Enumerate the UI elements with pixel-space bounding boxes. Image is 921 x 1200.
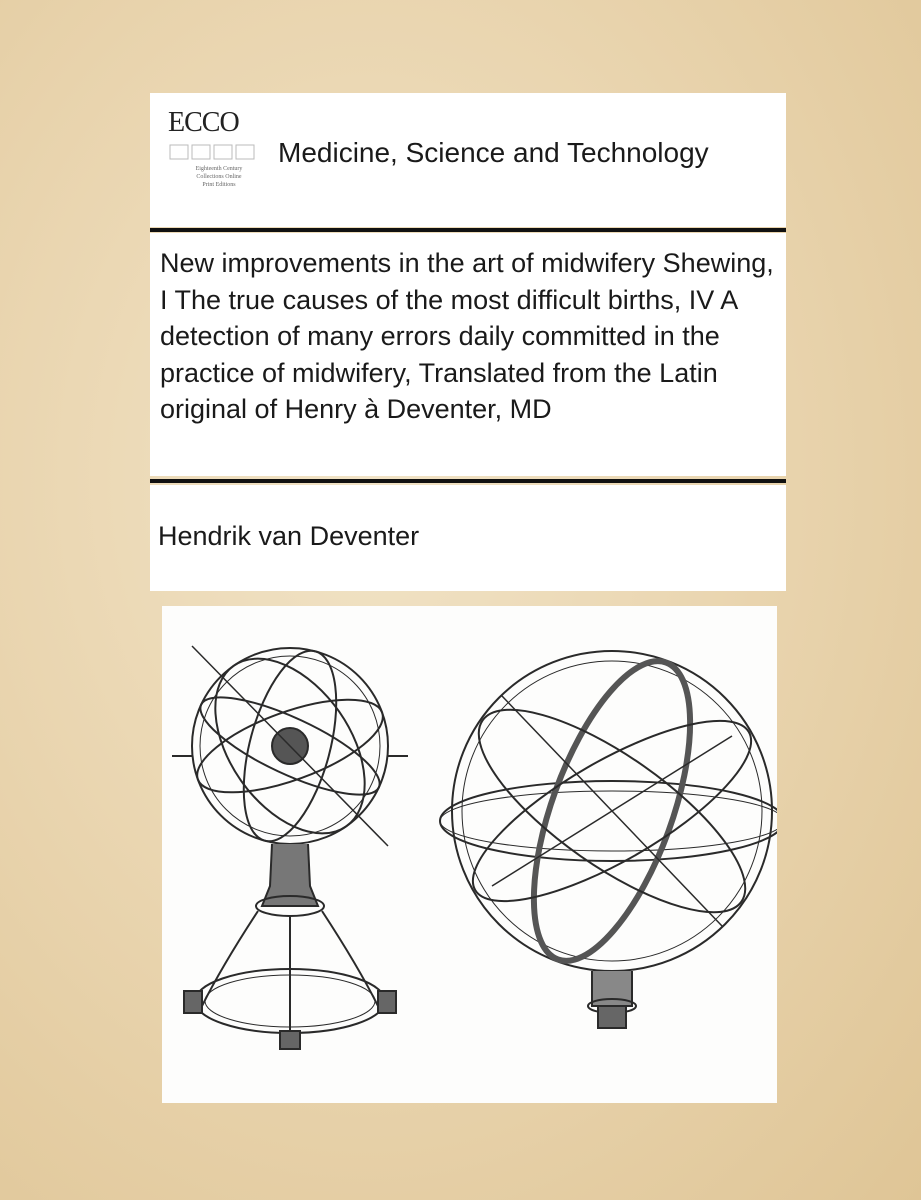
logo-text: ECCO: [168, 107, 239, 138]
illustration-panel: [162, 606, 777, 1103]
logo-subtitle-line: Print Editions: [202, 182, 236, 188]
title-panel: [150, 233, 786, 476]
right-armillary-sphere: [440, 642, 777, 1028]
logo-subtitle-line: Eighteenth Century: [195, 166, 243, 172]
logo-ornament: [168, 141, 268, 165]
armillary-spheres-illustration: [162, 606, 777, 1103]
left-armillary-sphere: [172, 631, 408, 1049]
header-panel: [150, 93, 786, 227]
logo-subtitle: [176, 165, 262, 189]
logo-subtitle-line: Collections Online: [196, 174, 242, 180]
series-title: Medicine, Science and Technology: [278, 137, 709, 168]
author-name: Hendrik van Deventer: [158, 521, 420, 551]
book-title: New improvements in the art of midwifery Shewing, I The true causes of the most difficult births, IV A detection of many errors daily committed in the practice of midwifery, Translated from the Latin original of Henry à Deventer, MD: [160, 248, 774, 424]
divider-rule: [150, 479, 786, 483]
divider-rule: [150, 228, 786, 232]
author-panel: [150, 485, 786, 591]
ecco-logo: [168, 107, 268, 217]
